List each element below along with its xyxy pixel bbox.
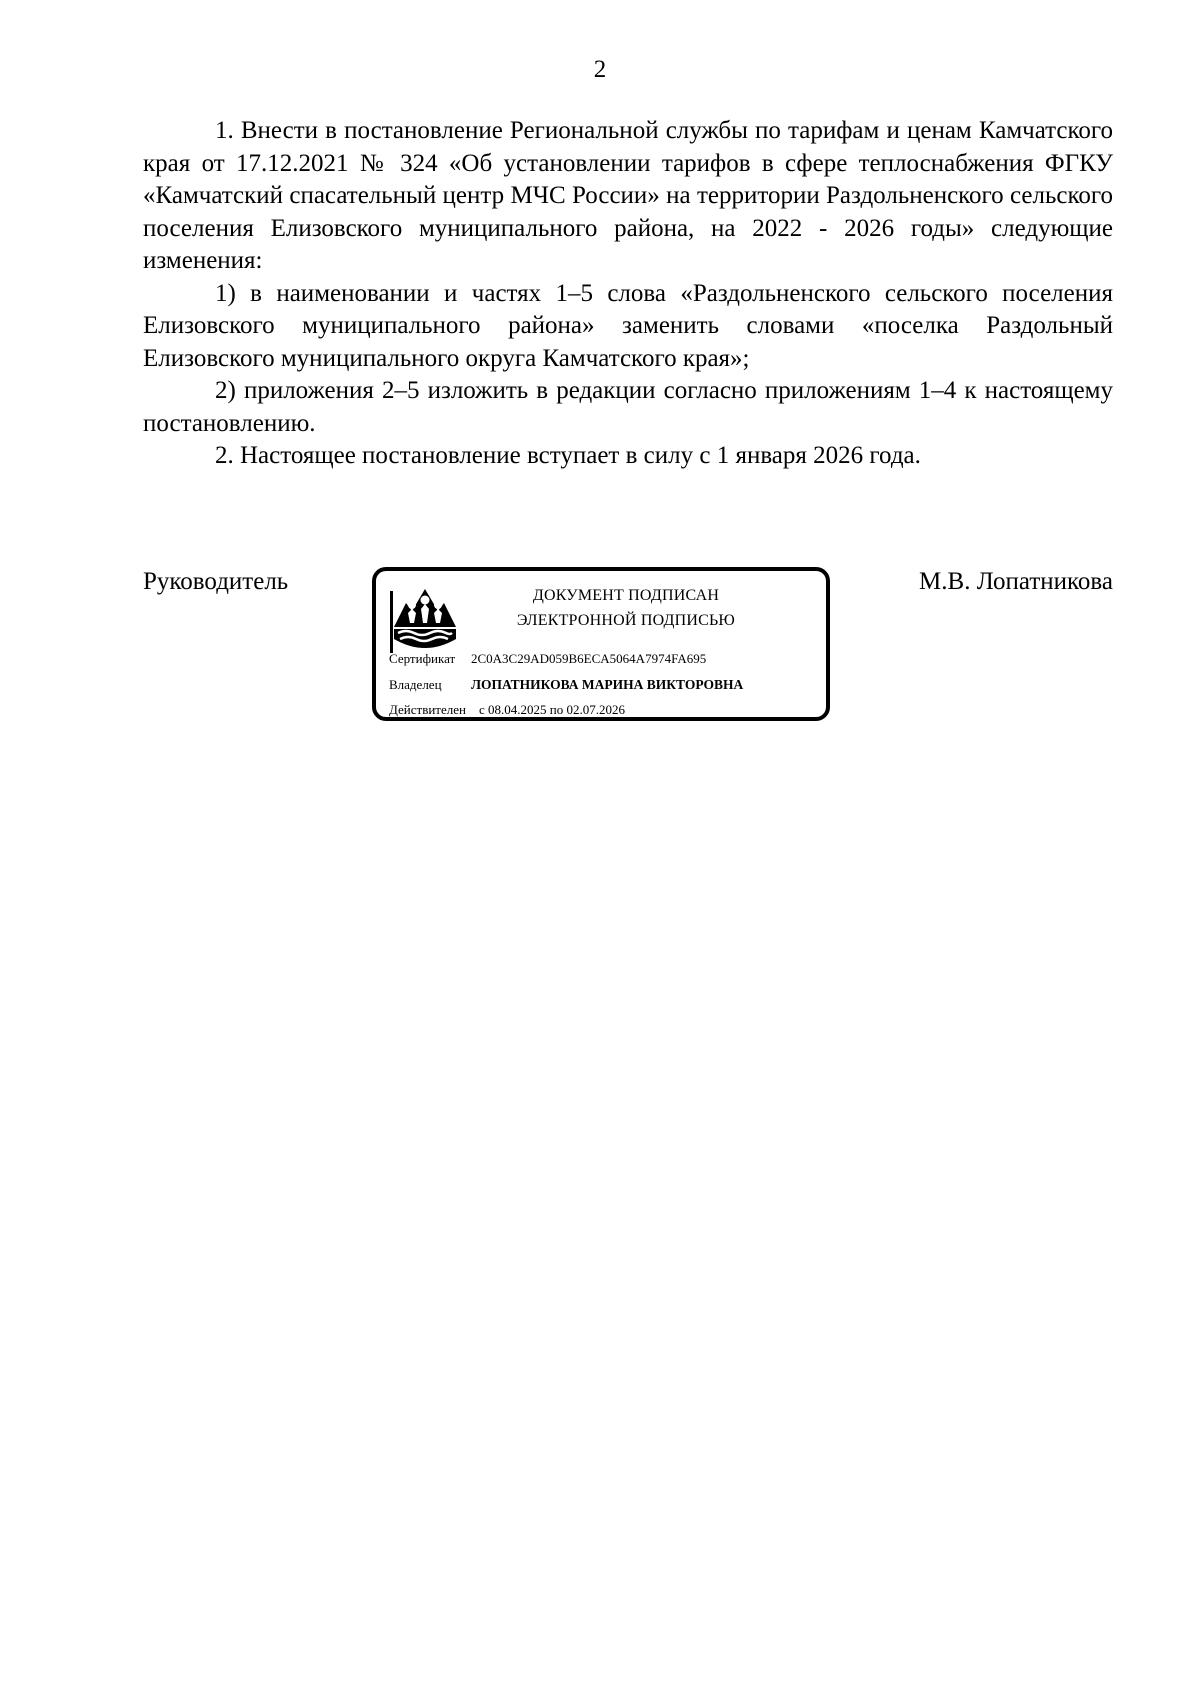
stamp-owner-row [389,677,743,693]
kamchatka-emblem-icon [390,583,460,655]
signatory-name: М.В. Лопатникова [919,568,1113,595]
stamp-title-line-2: ЭЛЕКТРОННОЙ ПОДПИСЬЮ [516,612,736,629]
owner-label: Владелец [389,677,442,692]
validity-label: Действителен [389,702,466,717]
electronic-signature-stamp [372,567,830,721]
paragraph-subitem-2: 2) приложения 2–5 изложить в редакции согласно приложениям 1–4 к настоящему постановлению. [143,377,1113,437]
document-body [143,115,1113,473]
stamp-certificate-row [389,651,706,667]
validity-value: с 08.04.2025 по 02.07.2026 [479,702,625,717]
paragraph-subitem-1: 1) в наименовании и частях 1–5 слова «Раздольненского сельского поселения Елизовского муниципального района» заменить словами «поселка Раздольный Елизовского муниципального округа Камчатского края»; [143,279,1113,372]
owner-value: ЛОПАТНИКОВА МАРИНА ВИКТОРОВНА [471,677,744,692]
paragraph-item-1: 1. Внести в постановление Региональной службы по тарифам и ценам Камчатского края от 17.12.2021 № 324 «Об установлении тарифов в сфере теплоснабжения ФГКУ «Камчатский спасательный центр МЧС России» на территории Раздольненского сельского поселения Елизовского муниципального района, на 2022 - 2026 годы» следующие изменения: [143,117,1113,274]
page-number: 2 [593,56,607,83]
paragraph-item-2: 2. Настоящее постановление вступает в силу с 1 января 2026 года. [215,442,921,469]
certificate-label: Сертификат [389,651,456,666]
stamp-title [476,583,776,633]
certificate-value: 2C0A3C29AD059B6ECA5064A7974FA695 [471,651,707,666]
stamp-validity-row [389,702,625,718]
signatory-role: Руководитель [143,568,289,595]
stamp-title-line-1: ДОКУМЕНТ ПОДПИСАН [532,587,720,604]
